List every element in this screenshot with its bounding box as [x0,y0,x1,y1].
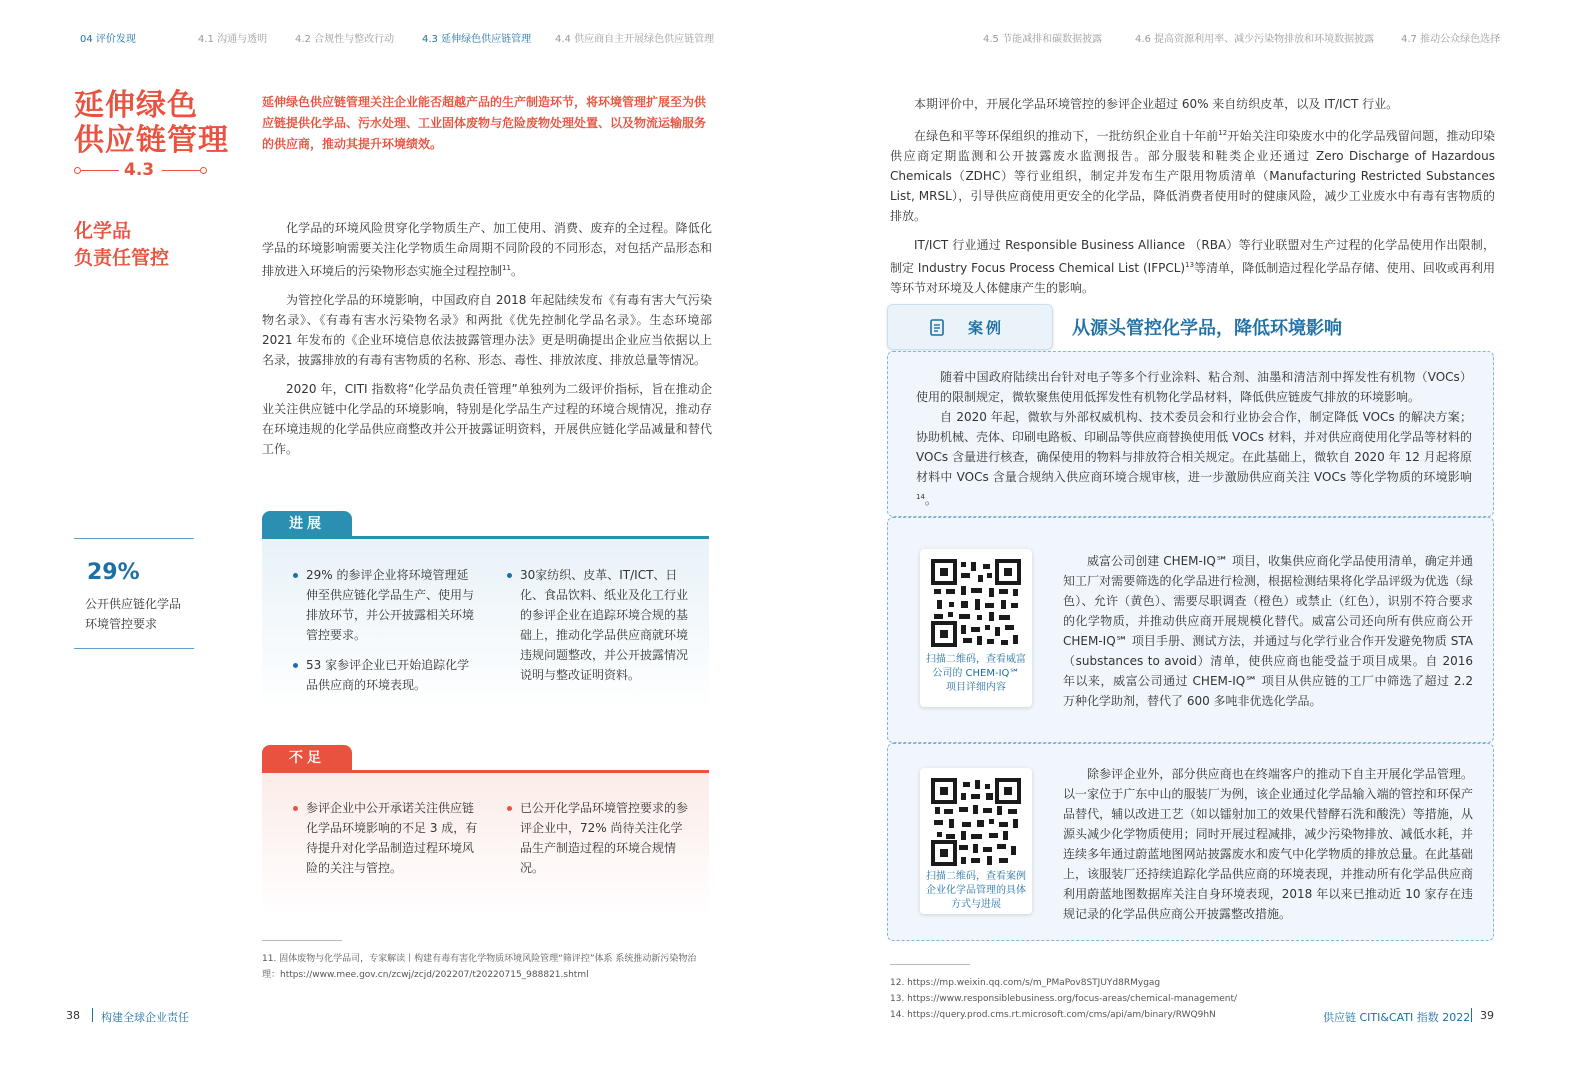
right-paragraph: 在绿色和平等环保组织的推动下，一批纺织企业自十年前$^{12}$开始关注印染废水中的化学品残留问题，推动印染供应商定期监测和公开披露废水监测报告。部分服装和鞋类企业还通过 Zero Discharge of Hazardous Chemicals（ZDHC）等行业组织，制定并发布生产限用物质清单（Manufacturing Restricted Substances List, MRSL），引导供应商使用更安全的化学品，降低消费者使用时的健康风险，减少工业废水中有毒有害物质的排放。 [890,129,1495,223]
stat-description: 公开供应链化学品 环境管控要求 [85,597,182,631]
footnote-11: 11. 固体废物与化学品司，专家解读丨构建有毒有害化学物质环境风险管理“筛评控”体系 系统推动新污染物治理：https://www.mee.gov.cn/zcwj/zcjd/202207/t20220715_988821.shtml [262,954,697,980]
footer-title-left: 构建全球企业责任 [101,1011,189,1024]
case-text-microsoft: 随着中国政府陆续出台针对电子等多个行业涂料、粘合剂、油墨和清洁剂中挥发性有机物（VOCs）使用的限制规定，微软聚焦使用低挥发性有机物化学品材料，降低供应链废气排放的环境影响。 自 2020 年起，微软与外部权威机构、技术委员会和行业协会合作，制定降低 VOCs 的解决方案；协助机械、壳体、印刷电路板、印刷品等供应商替换使用低 VOCs 材料，并对供应商使用化学品等材料的 VOCs 含量进行核查，确保使用的物料与排放符合相关规定。在此基础上，微软自 2020 年 12 月起将原材料中 VOCs 含量合规纳入供应商环境合规审核，进一步激励供应商关注 VOCs 等化学物质的环境影响$^{14}$。 [916,370,1472,507]
left-body [262,218,712,468]
case-title: 从源头管控化学品，降低环境影响 [1072,318,1342,339]
nav-4-3[interactable]: 4.3 延伸绿色供应链管理 [422,34,532,45]
section-number-rule [74,162,208,178]
footnote-rule [890,964,970,965]
page-number-right: 39 [1480,1009,1494,1022]
footnote-12: 12. https://mp.weixin.qq.com/s/m_PMaPov8STJUYd8RMygag [890,978,1161,988]
section-title: 延伸绿色 供应链管理 [74,88,229,158]
nav-4-4[interactable]: 4.4 供应商自主开展绿色供应链管理 [555,34,715,45]
qr-card-vf[interactable] [920,549,1032,707]
qr-code-icon [931,559,1021,651]
footnote-14: 14. https://query.prod.cms.rt.microsoft.com/cms/api/am/binary/RWQ9hN [890,1010,1216,1020]
section-intro: 延伸绿色供应链管理关注企业能否超越产品的生产制造环节，将环境管理扩展至为供应链提供化学品、污水处理、工业固体废物与危险废物处理处置、以及物流运输服务的供应商，推动其提升环境绩效。 [262,95,707,151]
progress-list-2 [504,565,689,695]
stat-value: 29% [87,560,140,585]
case-label-box [887,304,1053,350]
left-paragraph: 为管控化学品的环境影响，中国政府自 2018 年起陆续发布《有毒有害大气污染物名录》、《有毒有害水污染物名录》和两批《优先控制化学品名录》。生态环境部 2021 年发布的《企业环境信息依法披露管理办法》更是明确提出企业应当依据以上名录，披露排放的有毒有害物质的名称、形态、毒性、排放浓度、排放总量等情况。 [262,293,712,367]
nav-4-6[interactable]: 4.6 提高资源利用率、减少污染物排放和环境数据披露 [1135,34,1375,45]
shortfall-list-2 [504,798,689,888]
page-number-left: 38 [66,1009,80,1022]
footnote-13: 13. https://www.responsiblebusiness.org/focus-areas/chemical-management/ [890,994,1238,1004]
qr-card-garment[interactable] [920,768,1032,914]
nav-4-7[interactable]: 4.7 推动公众绿色选择 [1401,34,1501,45]
stat-rule-top [74,538,194,539]
right-body [890,94,1495,307]
qr-caption-garment: 扫描二维码，查看案例企业化学品管理的具体方式与进展 [926,871,1026,910]
stat-rule-bottom [74,648,194,649]
case-text-garment: 除参评企业外，部分供应商也在终端客户的推动下自主开展化学品管理。以一家位于广东中山的服装厂为例，该企业通过化学品输入端的管控和环保产品替代，辅以改进工艺（如以镭射加工的效果代替酵石洗和酸洗）等措施，从源头减少化学物质使用；同时开展过程减排，减少污染物排放、减低水耗，并连续多年通过蔚蓝地图网站披露废水和废气中化学物质的排放总量。在此基础上，该服装厂还持续追踪化学品供应商的环境表现，并推动所有化学品供应商利用蔚蓝地图数据库关注自身环境表现，2018 年以来已推动近 10 家存在违规记录的化学品供应商公开披露整改措施。 [1063,767,1473,921]
list-item: 53 家参评企业已开始追踪化学品供应商的环境表现。 [290,655,480,695]
progress-tab: 进展 [262,511,352,537]
qr-caption-vf: 扫描二维码，查看威富公司的 CHEM-IQ℠ 项目详细内容 [926,654,1026,693]
list-item: 参评企业中公开承诺关注供应链化学品环境影响的不足 3 成，有待提升对化学品制造过程环境风险的关注与管控。 [290,798,480,878]
list-item: 30家纺织、皮革、IT/ICT、日化、食品饮料、纸业及化工行业的参评企业在追踪环境合规的基础上，推动化学品供应商就环境违规问题整改，并公开披露情况说明与整改证明资料。 [504,565,689,685]
list-item: 29% 的参评企业将环境管理延伸至供应链化学品生产、使用与排放环节，并公开披露相关环境管控要求。 [290,565,480,645]
case-text-vf: 威富公司创建 CHEM-IQ℠ 项目，收集供应商化学品使用清单，确定并通知工厂对需要筛选的化学品进行检测，根据检测结果将化学品评级为优选（绿色）、允许（黄色）、需要尽职调查（橙色）或禁止（红色），识别不符合要求的化学物质，并推动供应商开展规模化替代。威富公司还向所有供应商公开 CHEM-IQ℠ 项目手册、测试方法，并通过与化学行业合作开发避免物质 STA（substances to avoid）清单，使供应商也能受益于项目成果。自 2016 年以来，威富公司通过 CHEM-IQ℠ 项目从供应链的工厂中筛选了超过 2.2 万种化学助剂，替代了 600 多吨非优选化学品。 [1063,554,1473,708]
right-paragraph: 本期评价中，开展化学品环境管控的参评企业超过 60% 来自纺织皮革，以及 IT/ICT 行业。 [914,97,1399,111]
footer-title-right: 供应链 CITI&CATI 指数 2022 [1323,1011,1471,1024]
progress-list-1 [290,565,480,705]
left-paragraph: 2020 年，CITI 指数将“化学品负责任管理”单独列为二级评价指标，旨在推动企业关注供应链中化学品的环境影响，特别是化学品生产过程的环境合规情况，推动存在环境违规的化学品供应商整改并公开披露证明资料，开展供应链化学品减量和替代工作。 [262,382,712,456]
nav-4-5[interactable]: 4.5 节能减排和碳数据披露 [983,34,1103,45]
footnote-rule [262,940,342,941]
qr-code-icon [931,778,1021,870]
list-item: 已公开化学品环境管控要求的参评企业中，72% 尚待关注化学品生产制造过程的环境合规情况。 [504,798,689,878]
right-paragraph: IT/ICT 行业通过 Responsible Business Alliance （RBA）等行业联盟对生产过程的化学品使用作出限制，制定 Industry Focus Process Chemical List (IFPCL)$^{13}$等清单，降低制造过程化学品存储、使用、回收或再利用等环节对环境及人体健康产生的影响。 [890,238,1495,295]
section-number: 4.3 [124,160,155,180]
shortfall-list-1 [290,798,480,888]
nav-4-2[interactable]: 4.2 合规性与整改行动 [295,34,395,45]
case-label: 案例 [968,319,1005,337]
left-paragraph: 化学品的环境风险贯穿化学物质生产、加工使用、消费、废弃的全过程。降低化学品的环境影响需要关注化学物质生命周期不同阶段的不同形态，对包括产品形态和排放进入环境后的污染物形态实施全过程控制$^{11}$。 [262,221,712,278]
document-icon [930,319,946,341]
footer-divider [92,1008,93,1022]
nav-chapter[interactable]: 04 评价发现 [80,34,136,45]
nav-4-1[interactable]: 4.1 沟通与透明 [198,34,268,45]
footer-divider [1471,1008,1472,1022]
subsection-title: 化学品 负责任管控 [74,220,170,269]
shortfall-tab: 不足 [262,745,352,771]
